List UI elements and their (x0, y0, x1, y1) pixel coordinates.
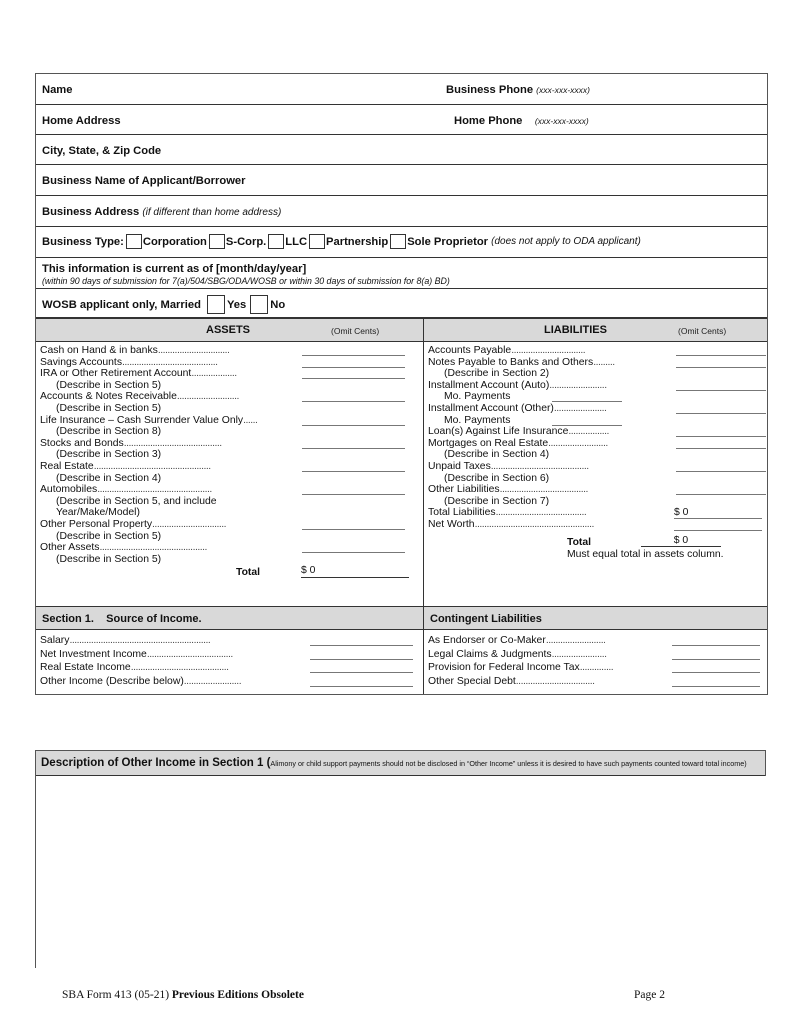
assets-title: ASSETS (206, 324, 251, 336)
line-item (40, 345, 423, 357)
line-item-label: As Endorser or Co-Maker (428, 635, 546, 646)
line-item (40, 634, 423, 648)
current-as-of-title: This information is current as of [month/day/year] (42, 263, 307, 275)
source-of-income-column (36, 606, 424, 694)
business-name-row (36, 165, 767, 196)
line-item-label: Salary (40, 635, 70, 646)
wosb-row (36, 289, 767, 319)
city-state-zip-label: City, State, & Zip Code (42, 145, 162, 157)
leader-dots: ............................... (511, 345, 586, 356)
leader-dots: ........................ (549, 379, 607, 391)
leader-dots: ......................................... (490, 460, 589, 472)
income-and-contingent (36, 606, 767, 694)
liabilities-total-note: Must equal total in assets column. (567, 548, 724, 560)
line-item (40, 426, 423, 438)
line-item (428, 648, 767, 662)
line-item (40, 357, 423, 369)
line-item-note: (Describe in Section 5) (56, 379, 162, 391)
line-item-label: Net Investment Income (40, 648, 147, 660)
leader-dots: ................................. (515, 675, 595, 687)
line-item-label: Legal Claims & Judgments (428, 648, 552, 660)
city-state-zip-row (36, 135, 767, 165)
liabilities-title: LIABILITIES (544, 324, 607, 336)
leader-dots: ................................................ (97, 484, 212, 496)
business-phone-hint: (xxx-xxx-xxxx) (536, 85, 590, 95)
leader-dots: ...................................... (495, 507, 587, 519)
married-yes-checkbox[interactable] (207, 295, 225, 314)
leader-dots: ................... (191, 368, 237, 380)
name-field[interactable] (86, 78, 430, 102)
line-item-label: IRA or Other Retirement Account (40, 368, 192, 380)
business-address-hint: (if different than home address) (142, 207, 282, 218)
line-item (428, 661, 767, 675)
line-item (40, 554, 423, 566)
total-liabilities (428, 507, 767, 519)
business-phone-field[interactable] (626, 78, 765, 102)
leader-dots: ............................................. (99, 542, 207, 554)
line-item-label: Unpaid Taxes (428, 460, 491, 472)
leader-dots: ......................................... (130, 662, 229, 673)
corporation-checkbox[interactable] (126, 234, 142, 249)
line-item (40, 403, 423, 415)
business-address-label-text: Business Address (42, 206, 140, 218)
line-item (40, 531, 423, 543)
line-item (428, 473, 767, 485)
s-corp-option-label: S-Corp. (225, 235, 267, 248)
current-as-of-row (36, 258, 767, 289)
net-worth-label: Net Worth (428, 518, 475, 530)
leader-dots: ......................... (548, 437, 608, 449)
line-item (40, 391, 423, 403)
liabilities-lines (424, 342, 767, 606)
line-item (428, 403, 767, 415)
line-item-label: Provision for Federal Income Tax (428, 662, 580, 673)
line-item-label: Stocks and Bonds (40, 437, 124, 449)
leader-dots: ...................... (553, 402, 607, 414)
balance-sheet (36, 319, 767, 606)
other-income-description-field[interactable] (36, 776, 769, 970)
business-address-row (36, 196, 767, 227)
source-of-income-header (36, 606, 423, 630)
line-item (40, 519, 423, 531)
leader-dots: ................. (568, 426, 609, 438)
leader-dots: ............................... (152, 518, 227, 530)
business-phone-label (446, 84, 590, 96)
line-item-note: (Describe in Section 3) (56, 449, 162, 461)
current-as-of-subtitle: (within 90 days of submission for 7(a)/504/SBG/ODA/WOSB or within 30 days of submission for 8(a) BD) (42, 276, 450, 286)
business-name-field[interactable] (276, 169, 760, 193)
line-item-amount-field[interactable] (676, 484, 766, 495)
home-address-label: Home Address (42, 115, 121, 127)
line-item (40, 449, 423, 461)
business-name-label: Business Name of Applicant/Borrower (42, 175, 246, 187)
corporation-option-label: Corporation (142, 235, 207, 248)
line-item-note: (Describe in Section 5) (56, 530, 162, 542)
liabilities-total-label: Total (567, 536, 592, 548)
line-item-amount-field[interactable] (310, 634, 413, 646)
line-item (40, 438, 423, 450)
line-item-note: (Describe in Section 5) (56, 553, 162, 565)
sole-proprietor-checkbox[interactable] (390, 234, 406, 249)
line-item (428, 426, 767, 438)
line-item-amount-field[interactable] (310, 661, 413, 673)
line-item (40, 368, 423, 380)
monthly-payment-field[interactable] (552, 391, 622, 402)
assets-total-label: Total (236, 567, 261, 579)
line-item-amount-field[interactable] (672, 648, 760, 660)
partnership-option-label: Partnership (326, 235, 389, 248)
line-item-label: Savings Accounts (40, 356, 123, 368)
llc-option-label: LLC (285, 235, 308, 248)
partnership-checkbox[interactable] (309, 234, 325, 249)
leader-dots: .................................... (146, 648, 233, 660)
source-of-income-lines (36, 630, 423, 694)
line-item-label: Cash on Hand & in banks (40, 345, 158, 356)
liabilities-total-value[interactable]: $ 0 (641, 535, 721, 548)
line-item (428, 484, 767, 496)
line-item-note: (Describe in Section 8) (56, 426, 162, 438)
other-income-description-header (36, 751, 765, 776)
line-item-label: Other Personal Property (40, 518, 153, 530)
home-phone-hint: (xxx-xxx-xxxx) (534, 116, 589, 126)
line-item-note: Year/Make/Model) (56, 507, 140, 519)
line-item (40, 473, 423, 485)
line-item (40, 675, 423, 689)
home-phone-label-text: Home Phone (454, 115, 523, 127)
married-yes-label: Yes (226, 298, 247, 311)
previous-editions-obsolete: Previous Editions Obsolete (171, 989, 304, 1001)
assets-total-row (40, 565, 423, 579)
line-item-amount-field[interactable] (676, 380, 766, 391)
line-item-amount-field[interactable] (676, 438, 766, 449)
leader-dots: ......................................... (123, 437, 222, 449)
net-worth (428, 519, 767, 531)
line-item (428, 496, 767, 508)
contingent-liabilities-title: Contingent Liabilities (430, 613, 542, 625)
line-item-label: Other Assets (40, 542, 100, 554)
line-item-label: Real Estate Income (40, 662, 131, 673)
line-item-label: Accounts Payable (428, 345, 512, 356)
assets-column (36, 319, 424, 606)
line-item-label: Other Income (Describe below) (40, 675, 184, 687)
sole-proprietor-option-label: Sole Proprietor (407, 235, 489, 248)
line-item-label: Life Insurance – Cash Surrender Value Only (40, 414, 244, 426)
line-item (428, 461, 767, 473)
business-type-group (42, 234, 641, 249)
line-item-amount-field[interactable] (310, 648, 413, 660)
leader-dots: .................................................. (474, 518, 594, 530)
contingent-liabilities-header (424, 606, 767, 630)
line-item-amount-field[interactable] (672, 634, 760, 646)
line-item (428, 449, 767, 461)
line-item-amount-field[interactable] (676, 461, 766, 472)
home-phone-label (454, 115, 589, 127)
line-item (40, 542, 423, 554)
assets-omit-cents: (Omit Cents) (331, 326, 380, 336)
leader-dots: ......................... (545, 635, 606, 646)
s-corp-checkbox[interactable] (209, 234, 225, 249)
married-no-checkbox[interactable] (250, 295, 268, 314)
line-item-amount-field[interactable] (302, 391, 405, 402)
total-liabilities-label: Total Liabilities (428, 507, 496, 519)
source-of-income-title: Section 1. Source of Income. (42, 613, 202, 625)
line-item-amount-field[interactable] (302, 438, 405, 449)
line-item-note: (Describe in Section 7) (444, 495, 550, 507)
line-item-amount-field[interactable] (676, 403, 766, 414)
home-address-row (36, 105, 767, 135)
business-address-field[interactable] (326, 200, 760, 224)
line-item-amount-field[interactable] (310, 675, 413, 687)
line-item-amount-field[interactable] (302, 484, 405, 495)
line-item-amount-field[interactable] (302, 542, 405, 553)
line-item (428, 634, 767, 648)
line-item (428, 380, 767, 392)
line-item-amount-field[interactable] (676, 357, 766, 368)
llc-checkbox[interactable] (268, 234, 284, 249)
line-item (428, 345, 767, 357)
line-item (40, 415, 423, 427)
line-item (40, 661, 423, 675)
line-item-label: Automobiles (40, 484, 98, 496)
business-type-note: (does not apply to ODA applicant) (491, 236, 641, 247)
line-item (428, 415, 767, 427)
line-item-amount-field[interactable] (302, 519, 405, 530)
line-item-amount-field[interactable] (302, 461, 405, 472)
other-income-description-note: Alimony or child support payments should not be disclosed in “Other Income” unless it is desired to have such payments counted toward total income) (270, 759, 747, 768)
assets-lines (36, 342, 423, 606)
line-item (428, 357, 767, 369)
leader-dots: ...... (243, 414, 258, 426)
footer-form-id (62, 989, 304, 1001)
line-item (428, 368, 767, 380)
wosb-label: WOSB applicant only, Married (42, 298, 201, 311)
leader-dots: ......... (593, 356, 615, 368)
leader-dots: ........................................................... (69, 635, 211, 646)
home-address-field[interactable] (136, 109, 440, 133)
line-item-amount-field[interactable] (676, 426, 766, 437)
line-item-amount-field[interactable] (302, 357, 405, 368)
leader-dots: ........................................ (122, 356, 218, 368)
leader-dots: ................................................. (93, 460, 211, 472)
city-state-zip-field[interactable] (196, 139, 760, 163)
other-income-description-section (35, 750, 766, 968)
form-id-text: SBA Form 413 (05-21) (62, 989, 170, 1001)
line-item-note: (Describe in Section 6) (444, 472, 550, 484)
line-item-label: Installment Account (Auto) (428, 379, 550, 391)
line-item-note: (Describe in Section 4) (56, 472, 162, 484)
business-address-label (42, 206, 281, 218)
line-item-label: Mortgages on Real Estate (428, 437, 549, 449)
leader-dots: .............. (579, 662, 614, 673)
leader-dots: .............................. (157, 345, 230, 356)
line-item (40, 461, 423, 473)
total-liabilities-value[interactable]: $ 0 (674, 507, 762, 519)
business-type-row (36, 227, 767, 258)
line-item (428, 391, 767, 403)
line-item-label: Other Liabilities (428, 484, 500, 496)
name-label: Name (42, 84, 73, 96)
line-item-label: Other Special Debt (428, 675, 516, 687)
monthly-payment-field[interactable] (552, 415, 622, 426)
line-item (428, 675, 767, 689)
line-item (428, 438, 767, 450)
home-phone-field[interactable] (626, 109, 765, 133)
line-item-label: Real Estate (40, 460, 94, 472)
business-phone-label-text: Business Phone (446, 84, 534, 96)
liabilities-column (424, 319, 767, 606)
page-number: Page 2 (634, 989, 665, 1001)
liabilities-omit-cents: (Omit Cents) (678, 326, 727, 336)
line-item-label: Loan(s) Against Life Insurance (428, 426, 569, 438)
line-item (40, 380, 423, 392)
line-item (40, 507, 423, 519)
assets-header (36, 319, 423, 342)
line-item-amount-field[interactable] (302, 345, 405, 356)
line-item-label: Notes Payable to Banks and Others (428, 356, 594, 368)
liabilities-header (424, 319, 767, 342)
line-item-note: (Describe in Section 4) (444, 449, 550, 461)
assets-total-value[interactable]: $ 0 (301, 565, 409, 578)
business-type-label: Business Type: (42, 235, 124, 248)
line-item-note: Mo. Payments (444, 414, 511, 426)
other-income-description-title: Description of Other Income in Section 1 ( (41, 757, 271, 769)
contingent-liabilities-column (424, 606, 767, 694)
personal-financial-statement-form (35, 73, 768, 695)
leader-dots: ........................ (183, 675, 242, 687)
line-item-label: Accounts & Notes Receivable (40, 391, 177, 403)
wosb-group (42, 295, 285, 314)
name-row (36, 74, 767, 105)
leader-dots: ....................... (551, 648, 607, 660)
line-item-amount-field[interactable] (672, 675, 760, 687)
leader-dots: ..................................... (499, 484, 588, 496)
line-item-amount-field[interactable] (302, 415, 405, 426)
line-item-amount-field[interactable] (676, 345, 766, 356)
line-item-note: (Describe in Section 5) (56, 402, 162, 414)
line-item-amount-field[interactable] (672, 661, 760, 673)
line-item (40, 484, 423, 496)
contingent-liabilities-lines (424, 630, 767, 694)
line-item (40, 496, 423, 508)
married-no-label: No (270, 298, 286, 311)
net-worth-value[interactable] (674, 519, 762, 531)
line-item-amount-field[interactable] (302, 368, 405, 379)
line-item-note: (Describe in Section 2) (444, 368, 550, 380)
leader-dots: .......................... (176, 391, 239, 403)
line-item-note: (Describe in Section 5, and include (56, 495, 217, 507)
liabilities-total-block (428, 534, 767, 567)
line-item-note: Mo. Payments (444, 391, 511, 403)
line-item (40, 648, 423, 662)
line-item-label: Installment Account (Other) (428, 402, 554, 414)
